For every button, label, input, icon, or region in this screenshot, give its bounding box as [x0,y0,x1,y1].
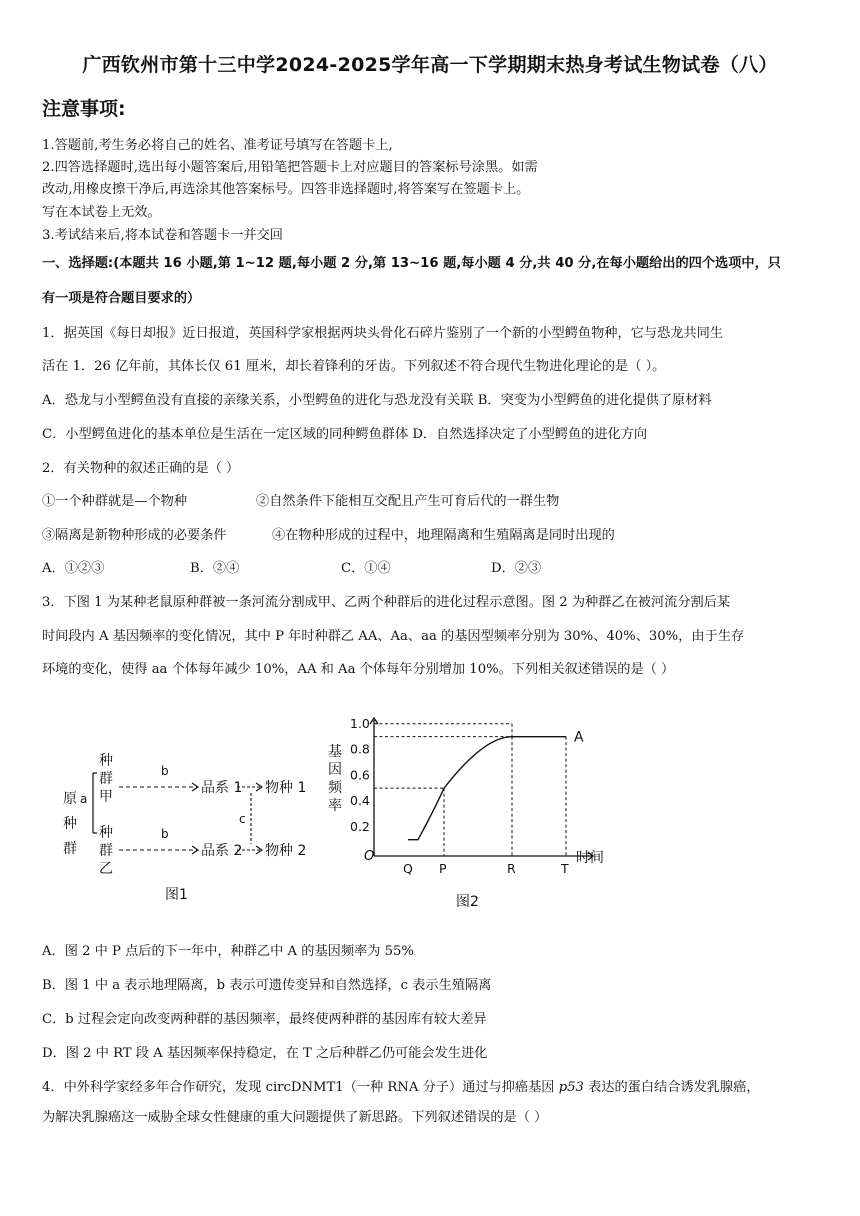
label-b-bottom: b [161,827,169,841]
label-c: c [239,812,246,826]
xlabel: 时间 [576,850,604,866]
origin-label: O [364,849,375,864]
ylabel-char: 率 [328,798,342,814]
pop-yi-char: 种 [99,825,113,841]
q3-option-a: A．图 2 中 P 点后的下一年中，种群乙中 A 的基因频率为 55% [42,944,414,959]
q3-option-d: D．图 2 中 RT 段 A 基因频率保持稳定，在 T 之后种群乙仍可能会发生进化 [42,1046,488,1061]
q2-option-d: D．②③ [491,561,542,576]
x-tick-label: Q [403,861,413,876]
pop-jia-char: 种 [99,753,113,769]
section-heading: 一、选择题:(本题共 16 小题,第 1~12 题,每小题 2 分,第 13~16 题,每小题 4 分,共 40 分,在每小题给出的四个选项中，只 [42,256,781,271]
q2-option-b: B．②④ [190,561,240,576]
q4-stem-part: 表达的蛋白结合诱发乳腺癌， [583,1080,760,1095]
y-tick-label: 0.2 [350,818,370,834]
series-a-label: A [574,729,584,746]
y-tick-label: 0.6 [350,767,370,783]
strain-2: 品系 2 [201,843,243,859]
origin-char: 群 [63,841,77,857]
q1-option-cd: C．小型鳄鱼进化的基本单位是生活在一定区域的同种鳄鱼群体 D．自然选择决定了小型鳄鱼的进化方向 [42,427,648,442]
notice-line: 2.四答选择题时,选出每小题答案后,用铅笔把答题卡上对应题目的答案标号涂黑。如需 [42,160,538,175]
x-tick-label: P [439,861,447,876]
origin-char: 种 [63,816,77,832]
ylabel-char: 因 [328,762,342,778]
notice-line: 3.考试结来后,将本试卷和答题卡一并交回 [42,228,283,243]
gene-name: p53 [558,1080,584,1095]
label-b-top: b [161,764,169,778]
y-tick-label: 1.0 [350,715,370,731]
figure-2-caption: 图2 [456,894,479,910]
q2-statement-2: ②自然条件下能相互交配且产生可育后代的一群生物 [256,494,560,509]
notice-heading: 注意事项: [42,98,126,120]
q3-stem: 3．下图 1 为某种老鼠原种群被一条河流分割成甲、乙两个种群后的进化过程示意图。图 2 为种群乙在被河流分割后某 [42,595,731,610]
q2-statement-3: ③隔离是新物种形成的必要条件 [42,528,227,543]
pop-yi-char: 乙 [99,861,113,877]
q2-statement-4: ④在物种形成的过程中，地理隔离和生殖隔离是同时出现的 [272,528,615,543]
q4-stem-cont: 为解决乳腺癌这一威胁全球女性健康的重大问题提供了新思路。下列叙述错误的是（ ） [42,1110,548,1125]
pop-jia-char: 群 [99,771,113,787]
label-a: a [80,792,88,806]
q2-option-a: A．①②③ [42,561,105,576]
q4-stem [42,1076,760,1095]
section-heading-cont: 有一项是符合题目要求的） [42,291,201,306]
q4-stem-part: 4．中外科学家经多年合作研究，发现 circDNMT1（一种 RNA 分子）通过与抑癌基因 [42,1080,559,1095]
ylabel-char: 频 [328,780,342,796]
bracket-line [93,773,97,833]
species-2: 物种 2 [265,843,307,859]
species-1: 物种 1 [265,780,307,796]
notice-line: 1.答题前,考生务必将自己的姓名、准考证号填写在答题卡上, [42,138,393,153]
exam-title: 广西钦州市第十三中学2024-2025学年高一下学期期末热身考试生物试卷（八） [82,54,778,76]
y-tick-label: 0.4 [350,793,370,809]
q2-stem: 2．有关物种的叙述正确的是（ ） [42,461,240,476]
q3-option-c: C．b 过程会定向改变两种群的基因频率，最终使两种群的基因库有较大差异 [42,1012,487,1027]
q2-statement-1: ①一个种群就是—个物种 [42,494,188,509]
figure-1-evolution-diagram [55,745,325,910]
pop-jia-char: 甲 [99,789,113,805]
ylabel-char: 基 [328,744,342,760]
q1-stem-cont: 活在 1．26 亿年前，其体长仅 61 厘米，却长着锋利的牙齿。下列叙述不符合现代生物进化理论的是（ ）。 [42,359,666,374]
q1-stem: 1．据英国《每日却报》近日报道，英国科学家根据两块头骨化石碎片鉴别了一个新的小型鳄鱼物种，它与恐龙共同生 [42,326,723,341]
q2-option-c: C．①④ [341,561,391,576]
figure-2-gene-frequency-chart [322,708,622,913]
chart-axes [370,718,593,860]
notice-line: 改动,用橡皮擦干净后,再选涂其他答案标号。四答非选择题时,将答案写在签题卡上。 [42,182,530,197]
q3-option-b: B．图 1 中 a 表示地理隔离，b 表示可遗传变异和自然选择，c 表示生殖隔离 [42,978,492,993]
q1-option-ab: A．恐龙与小型鳄鱼没有直接的亲缘关系，小型鳄鱼的进化与恐龙没有关联 B．突变为小型鳄鱼的进化提供了原材料 [42,393,712,408]
strain-1: 品系 1 [201,780,243,796]
x-tick-label: T [561,861,569,876]
x-tick-label: R [507,861,516,876]
q3-stem-cont: 环境的变化，使得 aa 个体每年减少 10%，AA 和 Aa 个体每年分别增加 10%。下列相关叙述错误的是（ ） [42,662,675,677]
pop-yi-char: 群 [99,843,113,859]
figure-1-caption: 图1 [165,887,188,903]
notice-line: 写在本试卷上无效。 [42,205,161,220]
y-tick-label: 0.8 [350,741,370,757]
q3-stem-cont: 时间段内 A 基因频率的变化情况，其中 P 年时种群乙 AA、Aa、aa 的基因型频率分别为 30%、40%、30%，由于生存 [42,629,745,644]
origin-char: 原 [63,791,77,807]
